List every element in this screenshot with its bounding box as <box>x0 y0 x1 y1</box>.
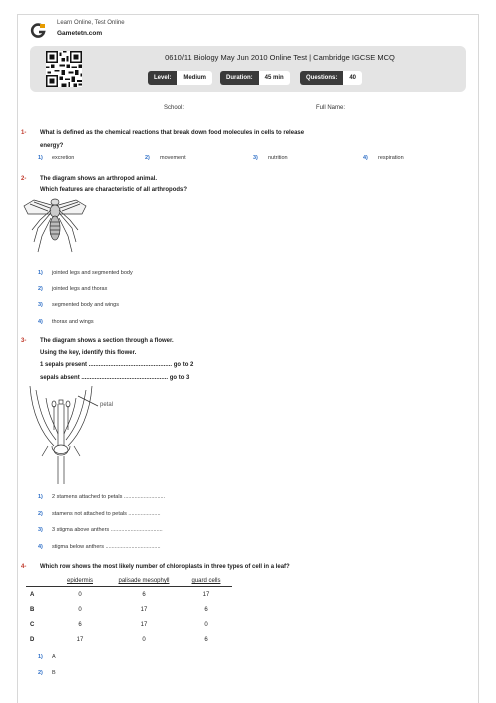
question-text-line: The diagram shows an arthropod animal. <box>40 176 158 182</box>
option-text[interactable]: excretion <box>52 155 75 161</box>
chloroplast-table <box>26 576 232 647</box>
flower-section-diagram <box>22 384 152 486</box>
table-row <box>26 632 232 647</box>
full-name-field[interactable]: Full Name: <box>316 105 346 111</box>
level-label: Level: <box>148 71 177 85</box>
test-header <box>30 46 466 92</box>
option-number[interactable]: 1) <box>38 654 43 660</box>
option-text[interactable]: 3 stigma above anthers .................................. <box>52 527 163 533</box>
option-text[interactable]: jointed legs and segmented body <box>52 270 133 276</box>
option-text[interactable]: stamens not attached to petals ..................... <box>52 511 161 517</box>
table-row <box>26 587 232 603</box>
column-header: guard cells <box>191 578 221 584</box>
option-number[interactable]: 3) <box>38 527 43 533</box>
row-label: C <box>30 621 35 628</box>
row-label: D <box>30 636 35 643</box>
option-text[interactable]: movement <box>160 155 186 161</box>
diagram-label-petal: petal <box>100 402 114 408</box>
table-cell: 0 <box>142 636 146 643</box>
question-text-line: Using the key, identify this flower. <box>40 350 137 356</box>
arthropod-fly-diagram <box>20 196 90 258</box>
table-corner <box>26 576 52 587</box>
questions-label: Questions: <box>300 71 343 85</box>
level-value: Medium <box>177 71 212 85</box>
table-cell: 17 <box>202 591 210 598</box>
question-text-line: Which features are characteristic of all arthropods? <box>40 187 188 193</box>
table-cell: 6 <box>142 591 146 598</box>
row-label: B <box>30 606 35 613</box>
option-text[interactable]: segmented body and wings <box>52 302 119 308</box>
option-text[interactable]: nutrition <box>268 155 288 161</box>
option-number[interactable]: 1) <box>38 155 43 161</box>
option-number[interactable]: 2) <box>38 511 43 517</box>
duration-label: Duration: <box>220 71 259 85</box>
table-cell: 6 <box>204 636 208 643</box>
table-header-row <box>26 576 232 587</box>
question-number: 3- <box>21 338 27 344</box>
questions-pill <box>300 71 362 85</box>
table-cell: 17 <box>140 606 148 613</box>
table-row <box>26 602 232 617</box>
option-text[interactable]: jointed legs and thorax <box>52 286 108 292</box>
question-text-line: energy? <box>40 143 64 149</box>
option-text[interactable]: B <box>52 670 56 676</box>
duration-pill <box>220 71 290 85</box>
option-number[interactable]: 4) <box>38 544 43 550</box>
question-text-line: The diagram shows a section through a flower. <box>40 338 174 344</box>
option-text[interactable]: stigma below anthers .................................... <box>52 544 161 550</box>
question-text-line: What is defined as the chemical reactions that break down food molecules in cells to release <box>40 130 305 136</box>
option-text[interactable]: thorax and wings <box>52 319 94 325</box>
option-number[interactable]: 3) <box>38 302 43 308</box>
option-number[interactable]: 4) <box>38 319 43 325</box>
option-number[interactable]: 2) <box>145 155 150 161</box>
questions-value: 40 <box>343 71 362 85</box>
column-header: epidermis <box>66 578 93 584</box>
table-cell: 0 <box>204 621 208 628</box>
table-row <box>26 617 232 632</box>
table-cell: 17 <box>76 636 84 643</box>
level-pill <box>148 71 212 85</box>
option-number[interactable]: 3) <box>253 155 258 161</box>
option-number[interactable]: 2) <box>38 670 43 676</box>
option-number[interactable]: 1) <box>38 494 43 500</box>
duration-value: 45 min <box>259 71 290 85</box>
school-field[interactable]: School: <box>164 105 185 111</box>
brand-tagline: Learn Online, Test Online <box>57 20 125 26</box>
table-cell: 0 <box>78 591 82 598</box>
row-label: A <box>30 591 35 598</box>
brand-site[interactable]: Gametetn.com <box>57 30 103 37</box>
question-text-line: 1 sepals present .................................................. go to 2 <box>40 362 194 368</box>
table-cell: 17 <box>140 621 148 628</box>
option-text[interactable]: A <box>52 654 56 660</box>
gametetn-logo-icon <box>30 23 46 39</box>
question-text-line: Which row shows the most likely number of chloroplasts in three types of cell in a leaf? <box>40 564 290 570</box>
column-header: palisade mesophyll <box>118 578 170 584</box>
option-text[interactable]: respiration <box>378 155 404 161</box>
question-number: 4- <box>21 564 27 570</box>
qr-code-icon <box>46 51 82 87</box>
option-number[interactable]: 1) <box>38 270 43 276</box>
question-number: 2- <box>21 176 27 182</box>
table-cell: 0 <box>78 606 82 613</box>
table-cell: 6 <box>204 606 208 613</box>
test-title: 0610/11 Biology May Jun 2010 Online Test | Cambridge IGCSE MCQ <box>165 53 395 62</box>
option-number[interactable]: 4) <box>363 155 368 161</box>
option-text[interactable]: 2 stamens attached to petals ........................... <box>52 494 166 500</box>
option-number[interactable]: 2) <box>38 286 43 292</box>
table-cell: 6 <box>78 621 82 628</box>
question-number: 1- <box>21 130 27 136</box>
question-text-line: sepals absent .................................................... go to 3 <box>40 375 190 381</box>
